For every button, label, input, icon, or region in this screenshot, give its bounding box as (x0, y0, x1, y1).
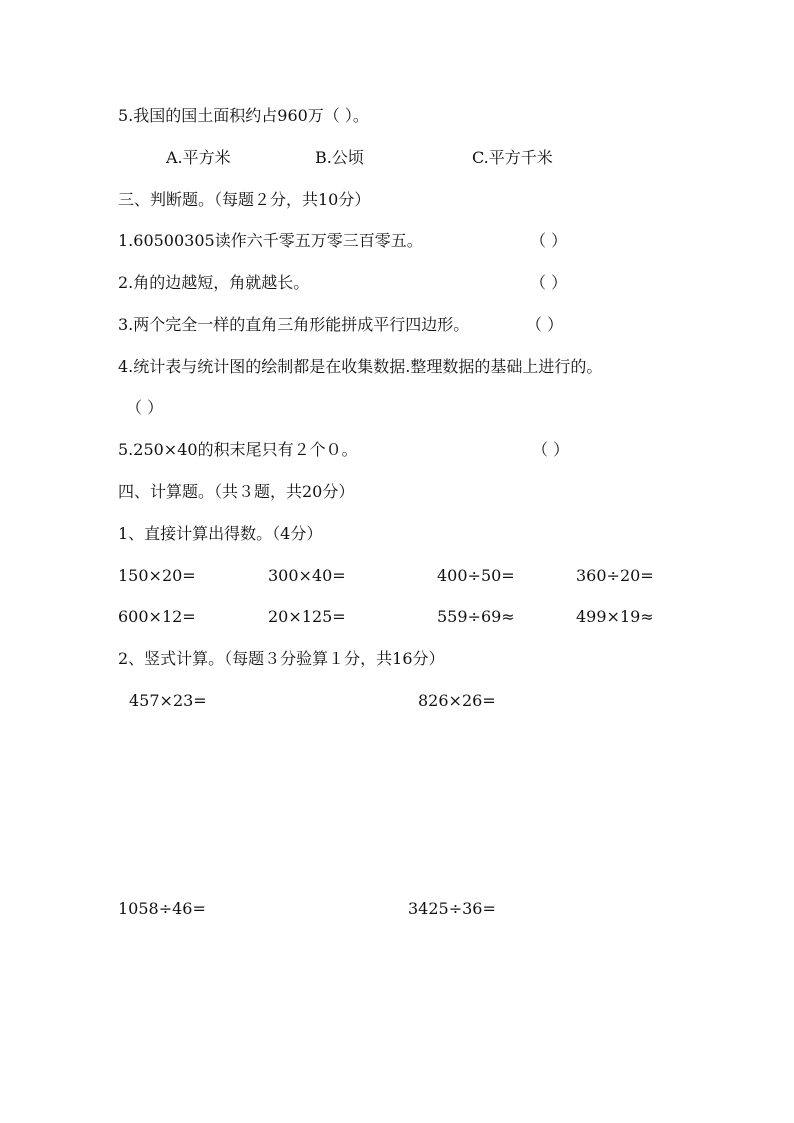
question-5-stem: 5.我国的国土面积约占960万（ ）。 (118, 106, 369, 125)
mental-calc-5: 600×12= (118, 607, 196, 626)
judge-item-3: 3.两个完全一样的直角三角形能拼成平行四边形。 (118, 315, 470, 334)
mental-calc-6: 20×125= (268, 607, 346, 626)
judge-item-4: 4.统计表与统计图的绘制都是在收集数据.整理数据的基础上进行的。 (118, 357, 603, 376)
answer-blank-4: （ ） (126, 398, 164, 417)
section-4-heading: 四、计算题。（共３题，共20分） (118, 482, 355, 501)
judge-item-1: 1.60500305读作六千零五万零三百零五。 (118, 231, 423, 250)
answer-blank-2: （ ） (530, 273, 568, 292)
section-3-heading: 三、判断题。（每题２分，共10分） (118, 190, 371, 209)
option-b: B.公顷 (315, 148, 364, 167)
mental-calc-2: 300×40= (268, 566, 346, 585)
judge-item-2: 2.角的边越短，角就越长。 (118, 273, 310, 292)
mental-calc-8: 499×19≈ (576, 607, 654, 626)
option-a: A.平方米 (166, 148, 231, 167)
mental-calc-4: 360÷20= (576, 566, 654, 585)
vertical-calc-2: 826×26= (418, 691, 496, 710)
vertical-calc-3: 1058÷46= (118, 899, 206, 918)
part-2-heading: 2、竖式计算。（每题３分验算１分，共16分） (118, 649, 445, 668)
mental-calc-3: 400÷50= (437, 566, 515, 585)
option-c: C.平方千米 (472, 148, 553, 167)
part-1-heading: 1、直接计算出得数。（4分） (118, 524, 323, 543)
vertical-calc-1: 457×23= (129, 691, 207, 710)
judge-item-5: 5.250×40的积末尾只有２个０。 (118, 440, 358, 459)
answer-blank-3: （ ） (526, 315, 564, 334)
mental-calc-7: 559÷69≈ (437, 607, 515, 626)
vertical-calc-4: 3425÷36= (408, 899, 496, 918)
answer-blank-5: （ ） (532, 440, 570, 459)
mental-calc-1: 150×20= (118, 566, 196, 585)
answer-blank-1: （ ） (530, 231, 568, 250)
